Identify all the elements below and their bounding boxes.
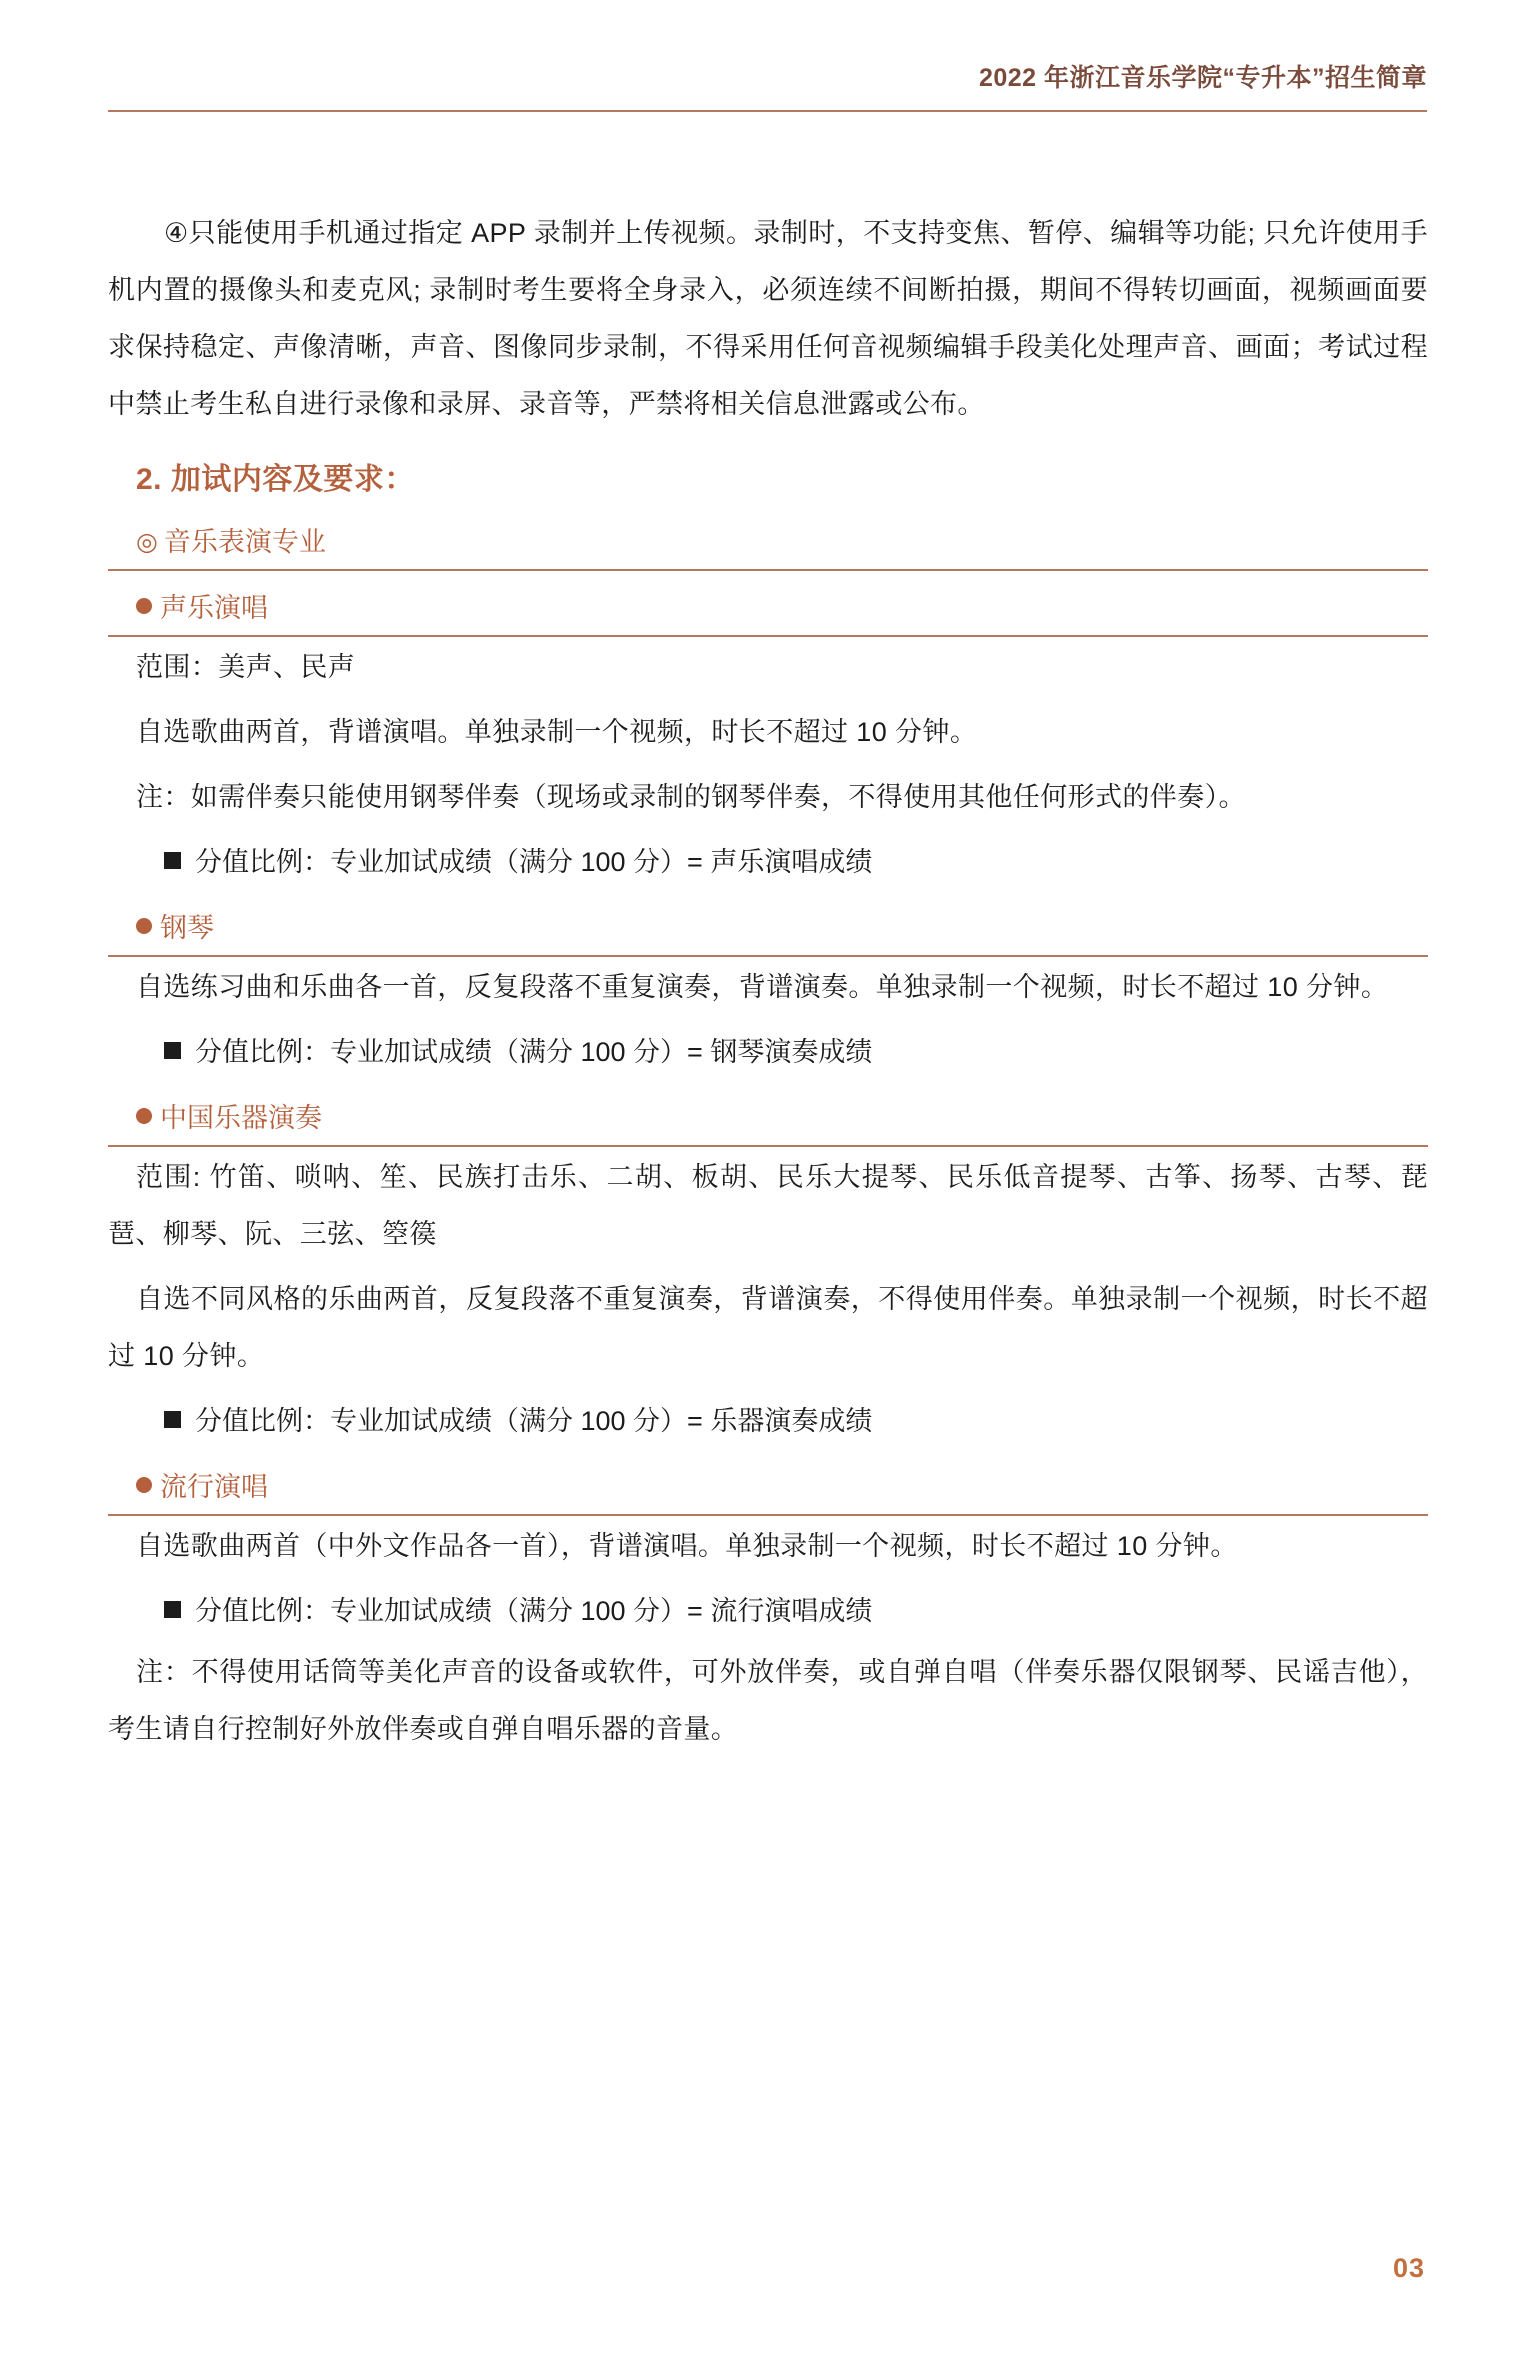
subsection-label: 声乐演唱 bbox=[160, 593, 268, 623]
square-bullet-icon bbox=[164, 1601, 181, 1618]
square-bullet-icon bbox=[164, 852, 181, 869]
ring-bullet-icon: ◎ bbox=[136, 528, 158, 556]
major-heading-label: 音乐表演专业 bbox=[163, 527, 326, 557]
vocal-range: 范围：美声、民声 bbox=[136, 652, 356, 682]
piano-score-ratio bbox=[108, 1024, 1428, 1081]
page-content bbox=[108, 205, 1428, 1766]
chinese-instrument-description: 自选不同风格的乐曲两首，反复段落不重复演奏，背谱演奏，不得使用伴奏。单独录制一个视频，时长不超过 10 分钟。 bbox=[108, 1284, 1428, 1371]
chinese-instrument-score-label: 分值比例：专业加试成绩（满分 100 分）= 乐器演奏成绩 bbox=[195, 1406, 873, 1436]
pop-vocal-score-label: 分值比例：专业加试成绩（满分 100 分）= 流行演唱成绩 bbox=[195, 1596, 873, 1626]
header-divider bbox=[108, 110, 1427, 112]
section-title: 2. 加试内容及要求： bbox=[136, 463, 415, 496]
page-header bbox=[108, 58, 1427, 120]
chinese-instrument-range: 范围: 竹笛、唢呐、笙、民族打击乐、二胡、板胡、民乐大提琴、民乐低音提琴、古筝、扬琴、古琴、琵琶、柳琴、阮、三弦、箜篌 bbox=[108, 1162, 1428, 1249]
subsection-heading-piano bbox=[108, 901, 1428, 957]
vocal-score-label: 分值比例：专业加试成绩（满分 100 分）= 声乐演唱成绩 bbox=[195, 847, 873, 877]
pop-vocal-description: 自选歌曲两首（中外文作品各一首），背谱演唱。单独录制一个视频，时长不超过 10 分钟。 bbox=[136, 1531, 1238, 1561]
pop-vocal-score-ratio bbox=[108, 1583, 1428, 1640]
square-bullet-icon bbox=[164, 1411, 181, 1428]
subsection-heading-vocal bbox=[108, 581, 1428, 637]
dot-bullet-icon bbox=[136, 918, 152, 934]
major-heading bbox=[108, 515, 1428, 571]
piano-description: 自选练习曲和乐曲各一首，反复段落不重复演奏，背谱演奏。单独录制一个视频，时长不超过 10 分钟。 bbox=[136, 972, 1389, 1002]
vocal-score-ratio bbox=[108, 834, 1428, 891]
subsection-label: 流行演唱 bbox=[160, 1472, 268, 1502]
paragraph-item-4: ④只能使用手机通过指定 APP 录制并上传视频。录制时，不支持变焦、暂停、编辑等功能; 只允许使用手机内置的摄像头和麦克风; 录制时考生要将全身录入，必须连续不间断拍摄，期间不得转切画面，视频画面要求保持稳定、声像清晰，声音、图像同步录制，不得采用任何音视频编辑手段美化处理声音、画面；考试过程中禁止考生私自进行录像和录屏、录音等，严禁将相关信息泄露或公布。 bbox=[108, 218, 1428, 419]
piano-score-label: 分值比例：专业加试成绩（满分 100 分）= 钢琴演奏成绩 bbox=[195, 1037, 873, 1067]
page-number: 03 bbox=[1392, 2253, 1425, 2283]
subsection-heading-pop-vocal bbox=[108, 1460, 1428, 1516]
vocal-note: 注：如需伴奏只能使用钢琴伴奏（现场或录制的钢琴伴奏，不得使用其他任何形式的伴奏）。 bbox=[136, 782, 1246, 812]
subsection-label: 中国乐器演奏 bbox=[160, 1103, 322, 1133]
pop-vocal-note: 注：不得使用话筒等美化声音的设备或软件，可外放伴奏，或自弹自唱（伴奏乐器仅限钢琴、民谣吉他），考生请自行控制好外放伴奏或自弹自唱乐器的音量。 bbox=[108, 1657, 1428, 1744]
subsection-heading-chinese-instrument bbox=[108, 1091, 1428, 1147]
subsection-label: 钢琴 bbox=[160, 913, 214, 943]
dot-bullet-icon bbox=[136, 598, 152, 614]
vocal-description: 自选歌曲两首，背谱演唱。单独录制一个视频，时长不超过 10 分钟。 bbox=[136, 717, 978, 747]
header-title: 2022 年浙江音乐学院“专升本”招生简章 bbox=[978, 64, 1427, 92]
square-bullet-icon bbox=[164, 1042, 181, 1059]
chinese-instrument-score-ratio bbox=[108, 1393, 1428, 1450]
dot-bullet-icon bbox=[136, 1108, 152, 1124]
dot-bullet-icon bbox=[136, 1477, 152, 1493]
